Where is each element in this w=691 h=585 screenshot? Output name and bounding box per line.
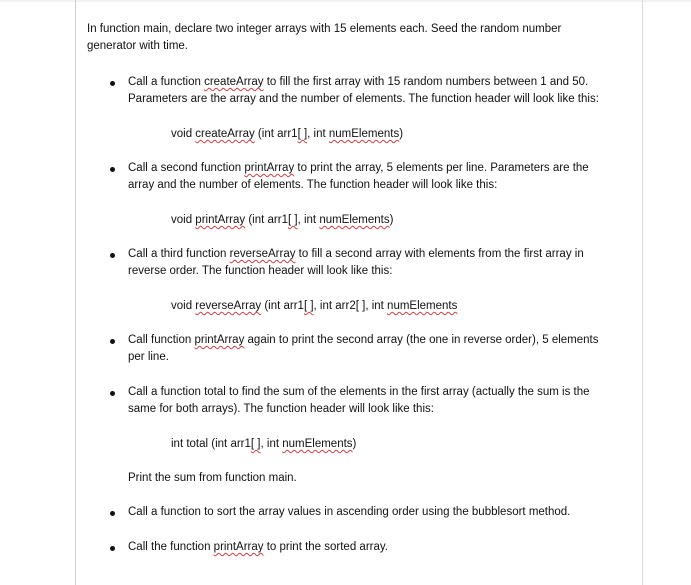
intro-line-1: In function main, declare two integer arrays with 15 elements each. Seed the random number <box>87 23 562 35</box>
code-3-fn: reverseArray <box>195 300 262 312</box>
code-2-param: numElements <box>319 214 390 226</box>
item-4-l1-post: again to print the second array (the one in reverse order), 5 elements <box>244 334 599 346</box>
item-4-fn: printArray <box>194 334 245 346</box>
item-1-text <box>128 74 599 108</box>
bullet-2 <box>110 167 115 172</box>
code-1-brackets: [ ] <box>297 128 308 140</box>
code-3-brackets: [ ] <box>303 300 314 312</box>
item-2-code <box>171 212 393 229</box>
page-left-border <box>75 0 76 585</box>
code-2-pre: void <box>171 214 196 226</box>
item-1-code <box>171 126 403 143</box>
item-6-text <box>128 504 570 521</box>
item-5-code <box>171 436 356 453</box>
code-3-pre: void <box>171 300 196 312</box>
page-right-border <box>642 0 643 585</box>
item-3-l2: reverse order. The function header will look like this: <box>128 265 393 277</box>
item-1-l1-post: to fill the first array with 15 random numbers between 1 and 50. <box>263 76 589 88</box>
item-7-l1-pre: Call the function <box>128 541 214 553</box>
bullet-6 <box>110 511 115 516</box>
item-3-code <box>171 298 457 315</box>
item-3-text <box>128 246 584 280</box>
code-1-param: numElements <box>328 128 400 140</box>
code-2-mid: (int arr1 <box>245 214 288 226</box>
item-4-l1-pre: Call function <box>128 334 195 346</box>
item-3-l1-post: to fill a second array with elements from the first array in <box>295 248 584 260</box>
item-7-text <box>128 539 388 556</box>
item-2-l1-pre: Call a second function <box>128 162 245 174</box>
item-2-l1-post: to print the array, 5 elements per line. Parameters are the <box>294 162 589 174</box>
code-2-brackets: [ ] <box>287 214 298 226</box>
code-3-param: numElements <box>387 300 458 312</box>
code-3-mid: (int arr1 <box>261 300 304 312</box>
item-2-l2: array and the number of elements. The function header will look like this: <box>128 179 498 191</box>
item-1-l2: Parameters are the array and the number of elements. The function header will look like this: <box>128 93 599 105</box>
item-5-l2: same for both arrays). The function header will look like this: <box>128 403 434 415</box>
code-1-fn: createArray <box>195 128 255 140</box>
intro-line-2: generator with time. <box>87 40 188 52</box>
code-5-end: ) <box>352 438 357 450</box>
bullet-4 <box>110 339 115 344</box>
item-2-text <box>128 160 589 194</box>
code-2-end: ) <box>389 214 394 226</box>
item-1-fn: createArray <box>204 76 264 88</box>
item-5-l1: Call a function total to find the sum of the elements in the first array (actually the sum is the <box>128 386 590 398</box>
item-3-l1-pre: Call a third function <box>128 248 230 260</box>
code-1-mid2: , int <box>307 128 329 140</box>
item-4-text <box>128 332 598 366</box>
bullet-1 <box>110 81 115 86</box>
bullet-7 <box>110 546 115 551</box>
code-1-mid: (int arr1 <box>254 128 298 140</box>
item-6-l1: Call a function to sort the array values in ascending order using the bubblesort method. <box>128 506 571 518</box>
code-2-mid2: , int <box>297 214 320 226</box>
page-top-edge <box>0 0 691 2</box>
code-1-pre: void <box>171 128 196 140</box>
bullet-5 <box>110 391 115 396</box>
code-5-brackets: [ ] <box>250 438 261 450</box>
item-5-note <box>128 470 297 487</box>
item-5-note-text: Print the sum from function main. <box>128 472 297 484</box>
code-5-param: numElements <box>282 438 353 450</box>
item-5-text <box>128 384 590 418</box>
code-1-end: ) <box>399 128 404 140</box>
code-5-mid2: , int <box>260 438 283 450</box>
code-3-mid2: , int arr2[ ], int <box>313 300 388 312</box>
item-1-l1-pre: Call a function <box>128 76 205 88</box>
code-2-fn: printArray <box>195 214 246 226</box>
item-7-l1-post: to print the sorted array. <box>263 541 388 553</box>
code-5-pre: int total (int arr1 <box>171 438 251 450</box>
item-7-fn: printArray <box>213 541 264 553</box>
intro-paragraph <box>87 21 561 55</box>
item-2-fn: printArray <box>244 162 295 174</box>
bullet-3 <box>110 253 115 258</box>
item-3-fn: reverseArray <box>229 248 296 260</box>
item-4-l2: per line. <box>128 351 169 363</box>
